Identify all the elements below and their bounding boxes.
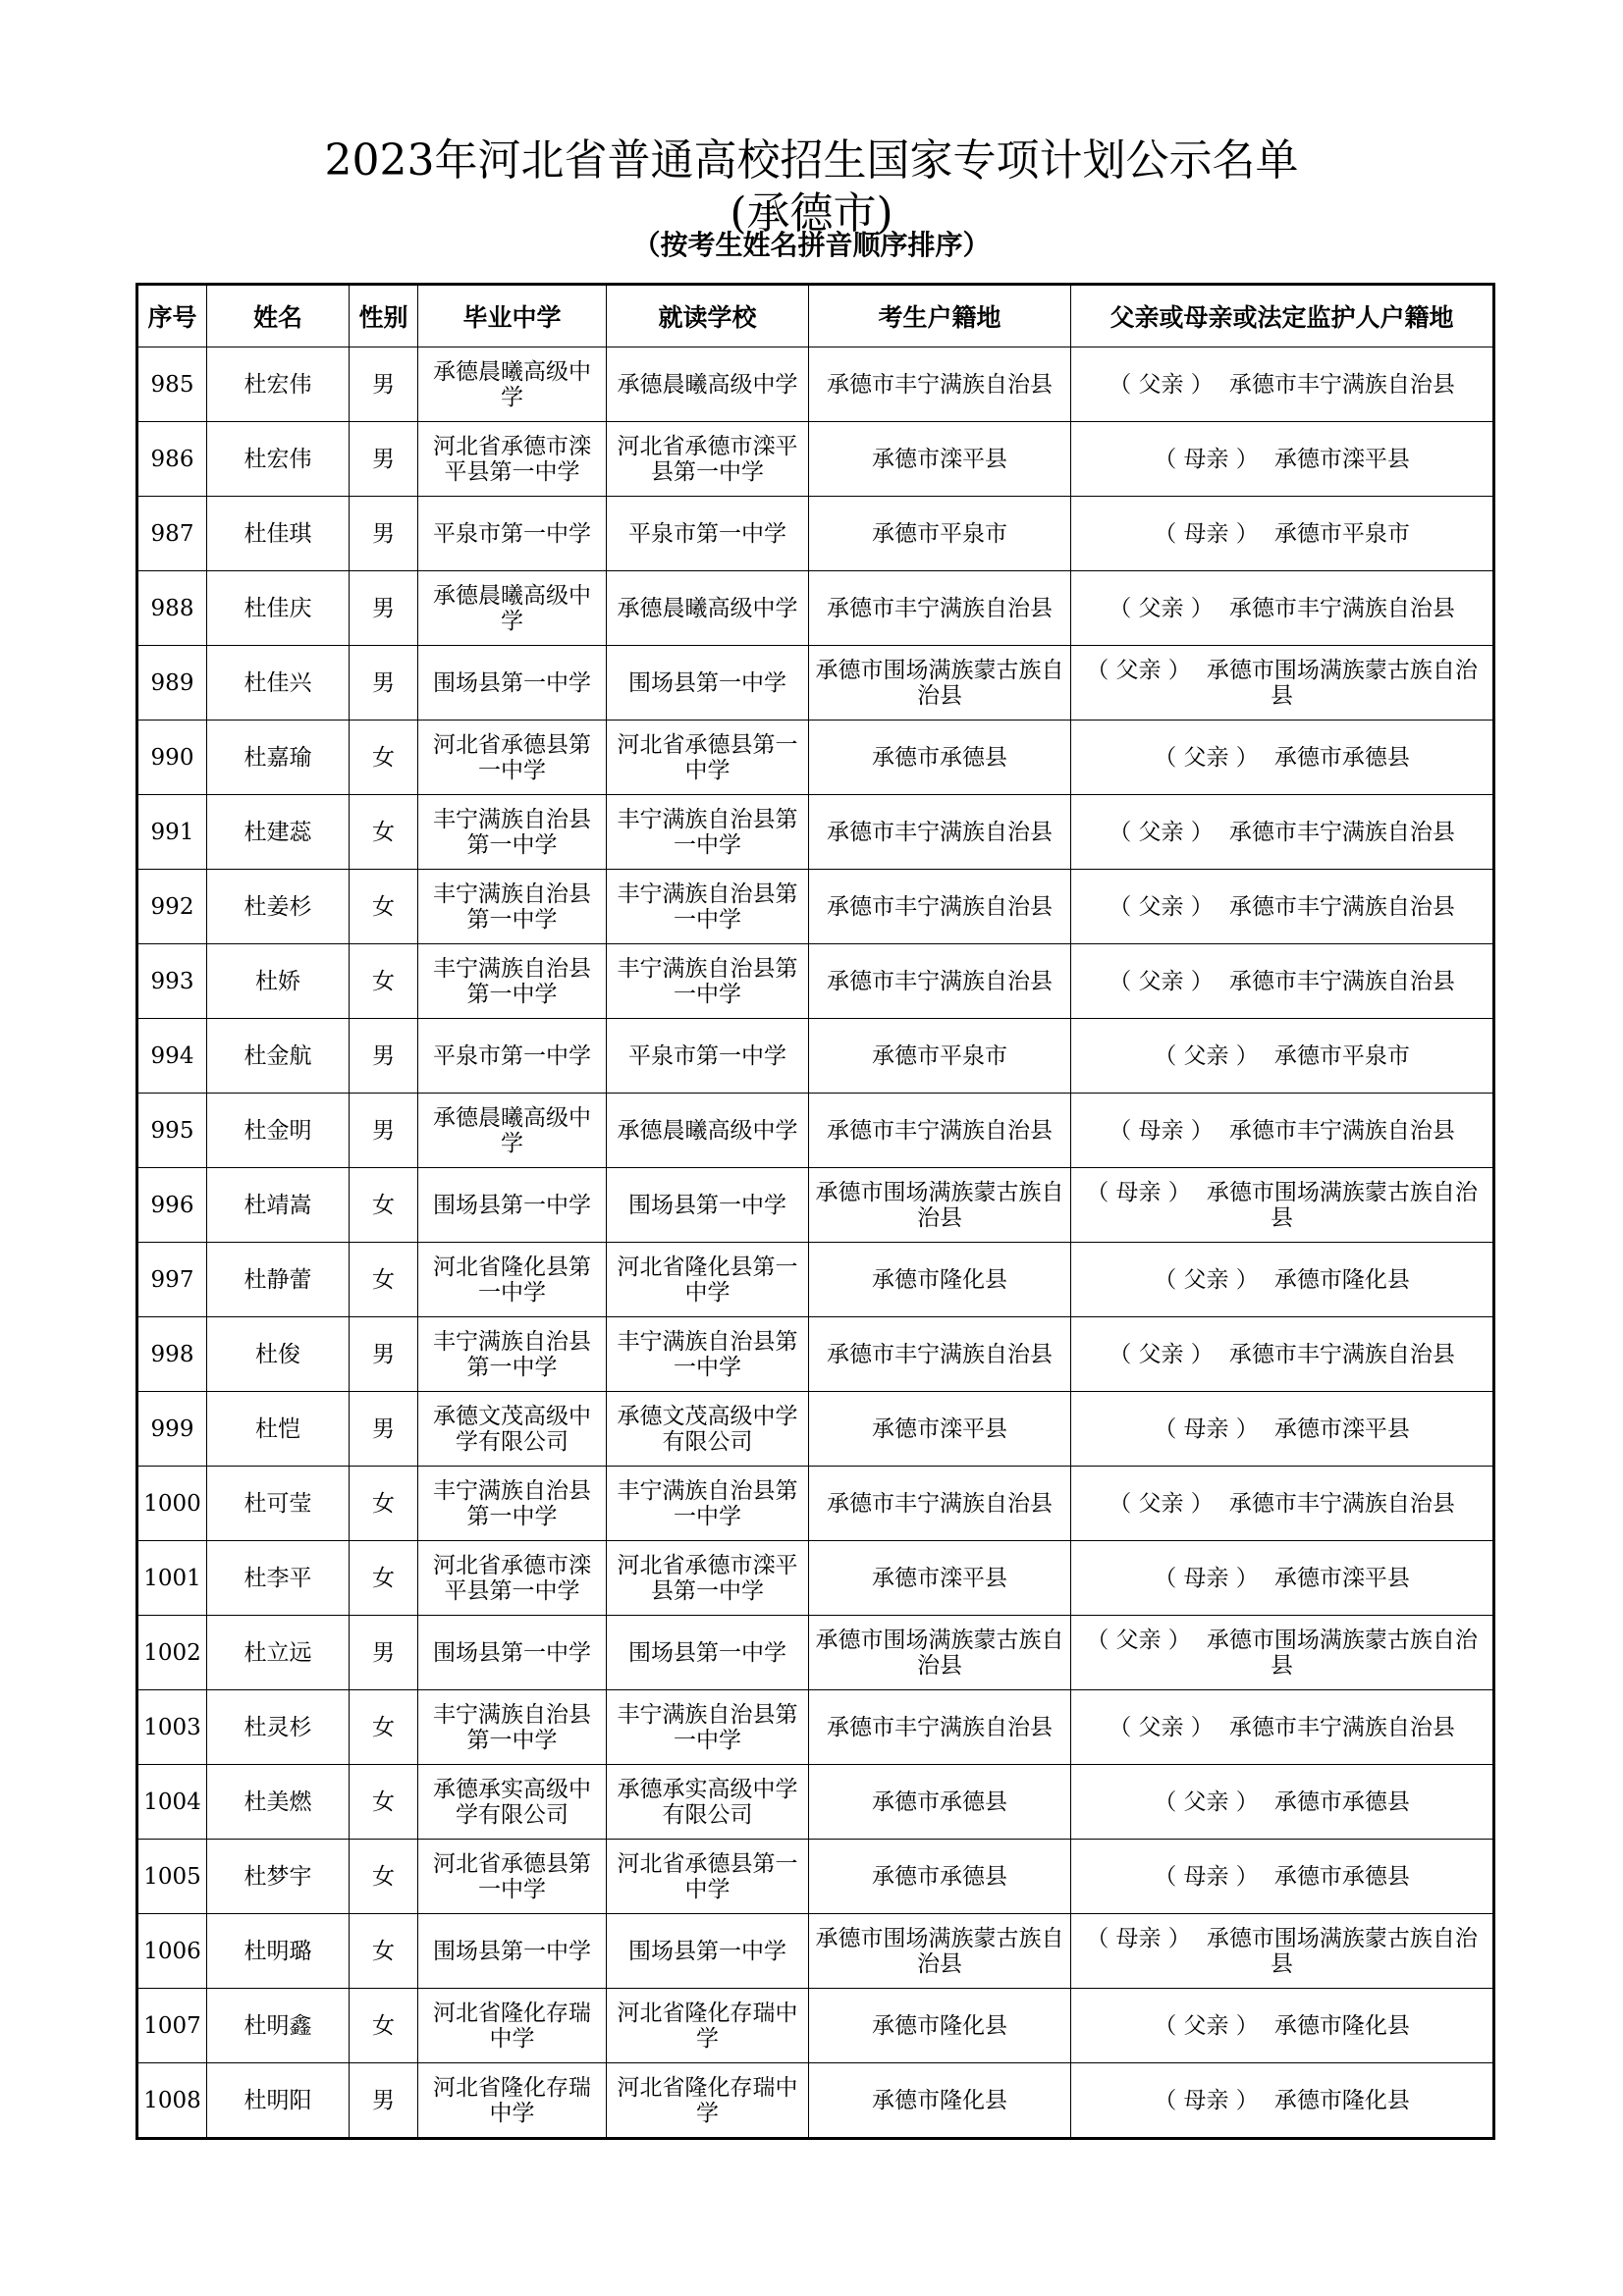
guardian-relation: （ 父亲 ） bbox=[1109, 1341, 1214, 1367]
guardian-relation: （ 父亲 ） bbox=[1109, 371, 1214, 398]
guardian-relation: （ 母亲 ） bbox=[1154, 446, 1259, 472]
cell-gender: 女 bbox=[350, 1989, 418, 2063]
table-row bbox=[137, 1392, 1494, 1467]
cell-student-name: 杜梦宇 bbox=[207, 1840, 350, 1914]
table-row bbox=[137, 1914, 1494, 1989]
cell-graduation-school: 围场县第一中学 bbox=[418, 1616, 607, 1690]
cell-student-hukou: 承德市围场满族蒙古族自治县 bbox=[809, 1914, 1071, 1989]
column-header: 性别 bbox=[350, 285, 418, 347]
cell-serial-number: 1007 bbox=[137, 1989, 207, 2063]
cell-guardian-hukou bbox=[1071, 422, 1494, 497]
cell-guardian-hukou bbox=[1071, 571, 1494, 646]
cell-student-hukou: 承德市隆化县 bbox=[809, 1243, 1071, 1317]
guardian-hukou-text: 承德市围场满族蒙古族自治县 bbox=[1206, 1179, 1478, 1231]
guardian-relation: （ 父亲 ） bbox=[1154, 744, 1259, 771]
cell-current-school: 承德承实高级中学有限公司 bbox=[607, 1765, 809, 1840]
cell-graduation-school: 承德晨曦高级中学 bbox=[418, 1094, 607, 1168]
guardian-hukou-text: 承德市围场满族蒙古族自治县 bbox=[1206, 1925, 1478, 1977]
cell-gender: 男 bbox=[350, 1392, 418, 1467]
cell-guardian-hukou bbox=[1071, 1094, 1494, 1168]
cell-student-hukou: 承德市围场满族蒙古族自治县 bbox=[809, 646, 1071, 721]
cell-guardian-hukou bbox=[1071, 1616, 1494, 1690]
guardian-hukou-text: 承德市丰宁满族自治县 bbox=[1228, 819, 1455, 845]
cell-gender: 女 bbox=[350, 1467, 418, 1541]
cell-student-name: 杜明鑫 bbox=[207, 1989, 350, 2063]
cell-graduation-school: 丰宁满族自治县第一中学 bbox=[418, 1467, 607, 1541]
cell-student-hukou: 承德市围场满族蒙古族自治县 bbox=[809, 1616, 1071, 1690]
cell-student-hukou: 承德市承德县 bbox=[809, 721, 1071, 795]
cell-serial-number: 1006 bbox=[137, 1914, 207, 1989]
cell-student-hukou: 承德市承德县 bbox=[809, 1765, 1071, 1840]
cell-student-hukou: 承德市承德县 bbox=[809, 1840, 1071, 1914]
cell-current-school: 围场县第一中学 bbox=[607, 1168, 809, 1243]
table-row bbox=[137, 1690, 1494, 1765]
cell-current-school: 丰宁满族自治县第一中学 bbox=[607, 1690, 809, 1765]
cell-current-school: 河北省隆化县第一中学 bbox=[607, 1243, 809, 1317]
cell-gender: 男 bbox=[350, 497, 418, 571]
guardian-hukou-text: 承德市丰宁满族自治县 bbox=[1228, 371, 1455, 398]
guardian-relation: （ 父亲 ） bbox=[1109, 1490, 1214, 1517]
cell-serial-number: 989 bbox=[137, 646, 207, 721]
guardian-relation: （ 母亲 ） bbox=[1154, 1415, 1259, 1442]
cell-graduation-school: 丰宁满族自治县第一中学 bbox=[418, 870, 607, 944]
cell-student-hukou: 承德市丰宁满族自治县 bbox=[809, 571, 1071, 646]
guardian-relation: （ 母亲 ） bbox=[1154, 520, 1259, 547]
sort-note: （按考生姓名拼音顺序排序） bbox=[632, 229, 991, 261]
guardian-hukou-text: 承德市丰宁满族自治县 bbox=[1228, 1341, 1455, 1367]
cell-graduation-school: 河北省隆化县第一中学 bbox=[418, 1243, 607, 1317]
cell-student-hukou: 承德市平泉市 bbox=[809, 497, 1071, 571]
cell-gender: 男 bbox=[350, 646, 418, 721]
cell-serial-number: 999 bbox=[137, 1392, 207, 1467]
guardian-hukou-text: 承德市丰宁满族自治县 bbox=[1228, 968, 1455, 994]
cell-graduation-school: 河北省承德县第一中学 bbox=[418, 721, 607, 795]
cell-student-name: 杜金明 bbox=[207, 1094, 350, 1168]
cell-student-name: 杜靖嵩 bbox=[207, 1168, 350, 1243]
cell-serial-number: 1003 bbox=[137, 1690, 207, 1765]
guardian-hukou-text: 承德市平泉市 bbox=[1273, 520, 1410, 547]
guardian-hukou-text: 承德市滦平县 bbox=[1273, 446, 1410, 472]
guardian-relation: （ 母亲 ） bbox=[1154, 1863, 1259, 1890]
cell-gender: 女 bbox=[350, 1840, 418, 1914]
guardian-relation: （ 母亲 ） bbox=[1109, 1117, 1214, 1144]
cell-guardian-hukou bbox=[1071, 1989, 1494, 2063]
guardian-relation: （ 父亲 ） bbox=[1154, 1789, 1259, 1815]
cell-gender: 男 bbox=[350, 1317, 418, 1392]
cell-student-hukou: 承德市丰宁满族自治县 bbox=[809, 944, 1071, 1019]
guardian-relation: （ 父亲 ） bbox=[1109, 595, 1214, 621]
column-header: 毕业中学 bbox=[418, 285, 607, 347]
cell-student-hukou: 承德市滦平县 bbox=[809, 1392, 1071, 1467]
table-row bbox=[137, 347, 1494, 422]
cell-student-name: 杜俊 bbox=[207, 1317, 350, 1392]
cell-guardian-hukou bbox=[1071, 1765, 1494, 1840]
column-header: 父亲或母亲或法定监护人户籍地 bbox=[1071, 285, 1494, 347]
guardian-hukou-text: 承德市丰宁满族自治县 bbox=[1228, 595, 1455, 621]
table-row bbox=[137, 1019, 1494, 1094]
cell-graduation-school: 河北省承德市滦平县第一中学 bbox=[418, 422, 607, 497]
cell-student-hukou: 承德市丰宁满族自治县 bbox=[809, 1317, 1071, 1392]
guardian-relation: （ 父亲 ） bbox=[1154, 1266, 1259, 1293]
cell-current-school: 围场县第一中学 bbox=[607, 1616, 809, 1690]
cell-graduation-school: 河北省承德市滦平县第一中学 bbox=[418, 1541, 607, 1616]
cell-graduation-school: 丰宁满族自治县第一中学 bbox=[418, 1317, 607, 1392]
cell-current-school: 河北省隆化存瑞中学 bbox=[607, 1989, 809, 2063]
guardian-hukou-text: 承德市隆化县 bbox=[1273, 2012, 1410, 2039]
table-row bbox=[137, 1317, 1494, 1392]
cell-gender: 男 bbox=[350, 571, 418, 646]
guardian-relation: （ 母亲 ） bbox=[1086, 1179, 1191, 1205]
page-subtitle: (承德市) bbox=[730, 188, 893, 239]
cell-current-school: 丰宁满族自治县第一中学 bbox=[607, 870, 809, 944]
guardian-relation: （ 父亲 ） bbox=[1109, 893, 1214, 920]
cell-student-name: 杜佳琪 bbox=[207, 497, 350, 571]
cell-serial-number: 986 bbox=[137, 422, 207, 497]
cell-serial-number: 1000 bbox=[137, 1467, 207, 1541]
cell-guardian-hukou bbox=[1071, 1392, 1494, 1467]
table-header-row bbox=[137, 285, 1494, 347]
cell-gender: 男 bbox=[350, 1616, 418, 1690]
cell-student-name: 杜建蕊 bbox=[207, 795, 350, 870]
cell-current-school: 平泉市第一中学 bbox=[607, 1019, 809, 1094]
cell-gender: 男 bbox=[350, 347, 418, 422]
table-row bbox=[137, 1467, 1494, 1541]
cell-current-school: 丰宁满族自治县第一中学 bbox=[607, 944, 809, 1019]
cell-graduation-school: 承德晨曦高级中学 bbox=[418, 571, 607, 646]
table-row bbox=[137, 944, 1494, 1019]
table-row bbox=[137, 795, 1494, 870]
cell-student-name: 杜娇 bbox=[207, 944, 350, 1019]
cell-student-name: 杜佳兴 bbox=[207, 646, 350, 721]
guardian-relation: （ 父亲 ） bbox=[1086, 657, 1191, 683]
cell-gender: 男 bbox=[350, 1094, 418, 1168]
cell-guardian-hukou bbox=[1071, 870, 1494, 944]
cell-guardian-hukou bbox=[1071, 795, 1494, 870]
cell-graduation-school: 河北省承德县第一中学 bbox=[418, 1840, 607, 1914]
cell-student-name: 杜静蕾 bbox=[207, 1243, 350, 1317]
table-row bbox=[137, 1168, 1494, 1243]
cell-serial-number: 1002 bbox=[137, 1616, 207, 1690]
table-row bbox=[137, 721, 1494, 795]
cell-gender: 女 bbox=[350, 1914, 418, 1989]
cell-student-hukou: 承德市围场满族蒙古族自治县 bbox=[809, 1168, 1071, 1243]
table-row bbox=[137, 1989, 1494, 2063]
cell-student-name: 杜宏伟 bbox=[207, 347, 350, 422]
guardian-hukou-text: 承德市承德县 bbox=[1273, 1863, 1410, 1890]
cell-gender: 女 bbox=[350, 721, 418, 795]
guardian-relation: （ 父亲 ） bbox=[1109, 819, 1214, 845]
table-row bbox=[137, 870, 1494, 944]
cell-serial-number: 997 bbox=[137, 1243, 207, 1317]
cell-gender: 女 bbox=[350, 795, 418, 870]
column-header: 姓名 bbox=[207, 285, 350, 347]
cell-student-hukou: 承德市丰宁满族自治县 bbox=[809, 1690, 1071, 1765]
table-row bbox=[137, 1840, 1494, 1914]
cell-student-name: 杜金航 bbox=[207, 1019, 350, 1094]
cell-current-school: 丰宁满族自治县第一中学 bbox=[607, 795, 809, 870]
cell-serial-number: 1005 bbox=[137, 1840, 207, 1914]
cell-guardian-hukou bbox=[1071, 2063, 1494, 2139]
guardian-relation: （ 母亲 ） bbox=[1154, 2087, 1259, 2113]
cell-serial-number: 996 bbox=[137, 1168, 207, 1243]
cell-current-school: 丰宁满族自治县第一中学 bbox=[607, 1467, 809, 1541]
cell-current-school: 承德晨曦高级中学 bbox=[607, 1094, 809, 1168]
cell-student-name: 杜立远 bbox=[207, 1616, 350, 1690]
cell-graduation-school: 平泉市第一中学 bbox=[418, 1019, 607, 1094]
cell-student-name: 杜恺 bbox=[207, 1392, 350, 1467]
guardian-hukou-text: 承德市滦平县 bbox=[1273, 1415, 1410, 1442]
guardian-hukou-text: 承德市丰宁满族自治县 bbox=[1228, 1714, 1455, 1740]
cell-guardian-hukou bbox=[1071, 721, 1494, 795]
cell-student-hukou: 承德市丰宁满族自治县 bbox=[809, 870, 1071, 944]
cell-graduation-school: 围场县第一中学 bbox=[418, 1914, 607, 1989]
column-header: 序号 bbox=[137, 285, 207, 347]
guardian-relation: （ 母亲 ） bbox=[1154, 1565, 1259, 1591]
cell-serial-number: 987 bbox=[137, 497, 207, 571]
cell-student-hukou: 承德市滦平县 bbox=[809, 1541, 1071, 1616]
table-row bbox=[137, 497, 1494, 571]
table-row bbox=[137, 2063, 1494, 2139]
cell-serial-number: 1001 bbox=[137, 1541, 207, 1616]
cell-current-school: 承德晨曦高级中学 bbox=[607, 347, 809, 422]
cell-current-school: 平泉市第一中学 bbox=[607, 497, 809, 571]
table-row bbox=[137, 571, 1494, 646]
cell-guardian-hukou bbox=[1071, 1467, 1494, 1541]
cell-current-school: 围场县第一中学 bbox=[607, 1914, 809, 1989]
roster-table bbox=[135, 283, 1495, 2140]
guardian-relation: （ 父亲 ） bbox=[1109, 1714, 1214, 1740]
cell-gender: 女 bbox=[350, 1243, 418, 1317]
cell-serial-number: 985 bbox=[137, 347, 207, 422]
cell-serial-number: 995 bbox=[137, 1094, 207, 1168]
guardian-relation: （ 父亲 ） bbox=[1109, 968, 1214, 994]
table-row bbox=[137, 1243, 1494, 1317]
guardian-hukou-text: 承德市丰宁满族自治县 bbox=[1228, 1490, 1455, 1517]
cell-student-hukou: 承德市滦平县 bbox=[809, 422, 1071, 497]
cell-serial-number: 992 bbox=[137, 870, 207, 944]
cell-gender: 女 bbox=[350, 870, 418, 944]
guardian-hukou-text: 承德市承德县 bbox=[1273, 744, 1410, 771]
guardian-hukou-text: 承德市丰宁满族自治县 bbox=[1228, 893, 1455, 920]
cell-current-school: 丰宁满族自治县第一中学 bbox=[607, 1317, 809, 1392]
cell-guardian-hukou bbox=[1071, 1019, 1494, 1094]
table-row bbox=[137, 1765, 1494, 1840]
cell-student-name: 杜李平 bbox=[207, 1541, 350, 1616]
cell-graduation-school: 丰宁满族自治县第一中学 bbox=[418, 795, 607, 870]
cell-student-name: 杜美燃 bbox=[207, 1765, 350, 1840]
cell-serial-number: 994 bbox=[137, 1019, 207, 1094]
cell-guardian-hukou bbox=[1071, 1914, 1494, 1989]
table-row bbox=[137, 1094, 1494, 1168]
guardian-relation: （ 父亲 ） bbox=[1154, 2012, 1259, 2039]
table-row bbox=[137, 1616, 1494, 1690]
cell-guardian-hukou bbox=[1071, 1541, 1494, 1616]
guardian-relation: （ 父亲 ） bbox=[1086, 1627, 1191, 1653]
cell-student-name: 杜佳庆 bbox=[207, 571, 350, 646]
guardian-hukou-text: 承德市滦平县 bbox=[1273, 1565, 1410, 1591]
cell-graduation-school: 承德文茂高级中学有限公司 bbox=[418, 1392, 607, 1467]
cell-serial-number: 1004 bbox=[137, 1765, 207, 1840]
cell-current-school: 河北省承德县第一中学 bbox=[607, 721, 809, 795]
guardian-hukou-text: 承德市围场满族蒙古族自治县 bbox=[1206, 1627, 1478, 1679]
cell-graduation-school: 围场县第一中学 bbox=[418, 1168, 607, 1243]
cell-student-hukou: 承德市丰宁满族自治县 bbox=[809, 347, 1071, 422]
column-header: 就读学校 bbox=[607, 285, 809, 347]
cell-student-hukou: 承德市隆化县 bbox=[809, 2063, 1071, 2139]
guardian-hukou-text: 承德市承德县 bbox=[1273, 1789, 1410, 1815]
cell-graduation-school: 围场县第一中学 bbox=[418, 646, 607, 721]
cell-student-hukou: 承德市丰宁满族自治县 bbox=[809, 1094, 1071, 1168]
cell-serial-number: 993 bbox=[137, 944, 207, 1019]
cell-gender: 女 bbox=[350, 1541, 418, 1616]
cell-gender: 女 bbox=[350, 1168, 418, 1243]
cell-graduation-school: 平泉市第一中学 bbox=[418, 497, 607, 571]
cell-current-school: 河北省承德市滦平县第一中学 bbox=[607, 1541, 809, 1616]
cell-student-name: 杜宏伟 bbox=[207, 422, 350, 497]
cell-student-hukou: 承德市隆化县 bbox=[809, 1989, 1071, 2063]
cell-guardian-hukou bbox=[1071, 944, 1494, 1019]
cell-student-name: 杜明璐 bbox=[207, 1914, 350, 1989]
cell-graduation-school: 承德晨曦高级中学 bbox=[418, 347, 607, 422]
cell-current-school: 河北省承德市滦平县第一中学 bbox=[607, 422, 809, 497]
cell-graduation-school: 河北省隆化存瑞中学 bbox=[418, 2063, 607, 2139]
cell-guardian-hukou bbox=[1071, 1168, 1494, 1243]
cell-serial-number: 988 bbox=[137, 571, 207, 646]
guardian-hukou-text: 承德市丰宁满族自治县 bbox=[1228, 1117, 1455, 1144]
cell-gender: 男 bbox=[350, 422, 418, 497]
cell-current-school: 承德文茂高级中学有限公司 bbox=[607, 1392, 809, 1467]
cell-student-hukou: 承德市丰宁满族自治县 bbox=[809, 1467, 1071, 1541]
cell-graduation-school: 河北省隆化存瑞中学 bbox=[418, 1989, 607, 2063]
table-row bbox=[137, 1541, 1494, 1616]
guardian-relation: （ 父亲 ） bbox=[1154, 1042, 1259, 1069]
guardian-hukou-text: 承德市隆化县 bbox=[1273, 2087, 1410, 2113]
cell-gender: 女 bbox=[350, 1765, 418, 1840]
cell-student-name: 杜可莹 bbox=[207, 1467, 350, 1541]
cell-student-name: 杜嘉瑜 bbox=[207, 721, 350, 795]
cell-graduation-school: 丰宁满族自治县第一中学 bbox=[418, 1690, 607, 1765]
guardian-hukou-text: 承德市围场满族蒙古族自治县 bbox=[1206, 657, 1478, 709]
table-row bbox=[137, 422, 1494, 497]
cell-student-name: 杜灵杉 bbox=[207, 1690, 350, 1765]
cell-guardian-hukou bbox=[1071, 1840, 1494, 1914]
guardian-relation: （ 母亲 ） bbox=[1086, 1925, 1191, 1951]
table-row bbox=[137, 646, 1494, 721]
cell-graduation-school: 丰宁满族自治县第一中学 bbox=[418, 944, 607, 1019]
cell-current-school: 承德晨曦高级中学 bbox=[607, 571, 809, 646]
page-title: 2023年河北省普通高校招生国家专项计划公示名单 bbox=[324, 135, 1299, 186]
cell-guardian-hukou bbox=[1071, 1317, 1494, 1392]
cell-student-name: 杜姜杉 bbox=[207, 870, 350, 944]
cell-gender: 男 bbox=[350, 1019, 418, 1094]
cell-guardian-hukou bbox=[1071, 1243, 1494, 1317]
cell-graduation-school: 承德承实高级中学有限公司 bbox=[418, 1765, 607, 1840]
cell-guardian-hukou bbox=[1071, 497, 1494, 571]
cell-guardian-hukou bbox=[1071, 347, 1494, 422]
cell-serial-number: 1008 bbox=[137, 2063, 207, 2139]
cell-serial-number: 998 bbox=[137, 1317, 207, 1392]
cell-guardian-hukou bbox=[1071, 1690, 1494, 1765]
guardian-hukou-text: 承德市隆化县 bbox=[1273, 1266, 1410, 1293]
cell-student-name: 杜明阳 bbox=[207, 2063, 350, 2139]
cell-serial-number: 991 bbox=[137, 795, 207, 870]
cell-student-hukou: 承德市丰宁满族自治县 bbox=[809, 795, 1071, 870]
cell-current-school: 河北省承德县第一中学 bbox=[607, 1840, 809, 1914]
cell-gender: 男 bbox=[350, 2063, 418, 2139]
column-header: 考生户籍地 bbox=[809, 285, 1071, 347]
cell-guardian-hukou bbox=[1071, 646, 1494, 721]
table-body bbox=[137, 347, 1494, 2139]
cell-student-hukou: 承德市平泉市 bbox=[809, 1019, 1071, 1094]
guardian-hukou-text: 承德市平泉市 bbox=[1273, 1042, 1410, 1069]
cell-current-school: 河北省隆化存瑞中学 bbox=[607, 2063, 809, 2139]
cell-gender: 女 bbox=[350, 1690, 418, 1765]
cell-gender: 女 bbox=[350, 944, 418, 1019]
cell-serial-number: 990 bbox=[137, 721, 207, 795]
cell-current-school: 围场县第一中学 bbox=[607, 646, 809, 721]
